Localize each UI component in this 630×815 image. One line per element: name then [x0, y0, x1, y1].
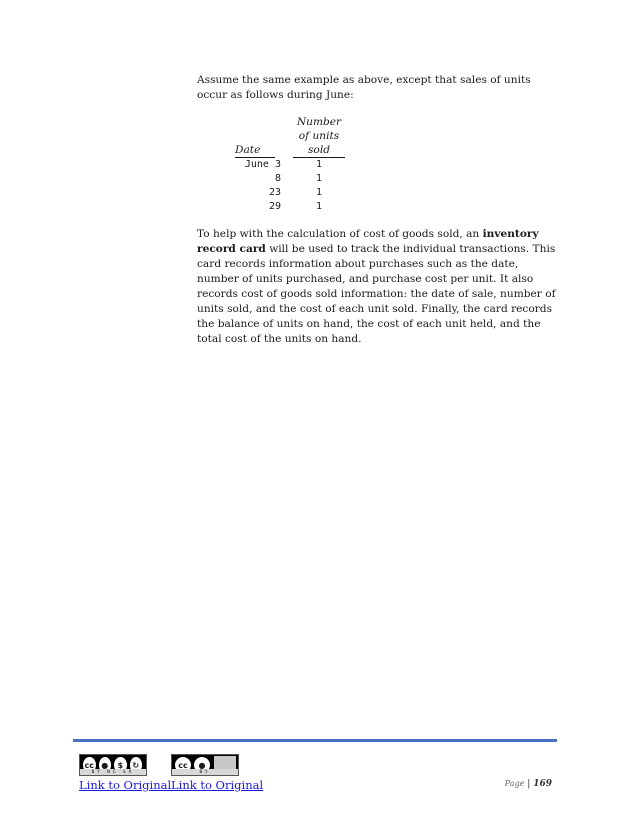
table-row — [227, 186, 345, 200]
sales-table — [227, 115, 345, 214]
header-date: Date — [227, 115, 293, 158]
row-units: 1 — [315, 173, 323, 184]
cc-icon: cc — [174, 756, 192, 774]
row-units: 1 — [315, 187, 323, 198]
license-strip: BY — [172, 769, 238, 775]
document-body — [197, 73, 557, 347]
row-date: 23 — [268, 187, 281, 198]
nc-icon: $ — [113, 756, 128, 774]
para-rest-text: will be used to track the individual transactions. This card records information about purchases such as the date, number of units purchased, and purchase cost per unit. It also records cost of goods sold information: the date of sale, number of units sold, and the cost of each unit sold. Finally, the card records the balance of units on hand, the cost of each unit held, and the total cost of the units on hand. — [197, 243, 556, 345]
cc-icon: cc — [82, 756, 97, 774]
table-row — [227, 200, 345, 214]
link-to-original-2[interactable]: Link to Original — [171, 778, 264, 792]
para-lead-text: To help with the calculation of cost of goods sold, an — [197, 228, 483, 240]
sa-icon: ↻ — [129, 756, 144, 774]
inventory-card-paragraph — [197, 227, 557, 347]
link-to-original-1[interactable]: Link to Original — [79, 778, 172, 792]
cc-by-badge — [171, 754, 239, 776]
table-row — [227, 172, 345, 186]
by-icon: ● — [98, 756, 113, 774]
header-units-sold: Number of units sold — [293, 115, 345, 158]
row-date: 8 — [274, 173, 281, 184]
row-date: June 3 — [244, 158, 281, 170]
row-units: 1 — [315, 201, 323, 212]
intro-paragraph: Assume the same example as above, except that sales of units occur as follows during June: — [197, 74, 531, 101]
row-units: 1 — [315, 159, 323, 170]
cc-by-nc-sa-badge — [79, 754, 147, 776]
by-icon: ● — [193, 756, 211, 774]
page-number: Page | 169 — [504, 779, 552, 789]
footer-rule — [73, 739, 557, 742]
term-inventory-record-card: inventory record card — [197, 228, 539, 255]
row-date: 29 — [268, 201, 281, 212]
table-row — [227, 158, 345, 173]
license-strip: BY NC SA — [80, 769, 146, 775]
